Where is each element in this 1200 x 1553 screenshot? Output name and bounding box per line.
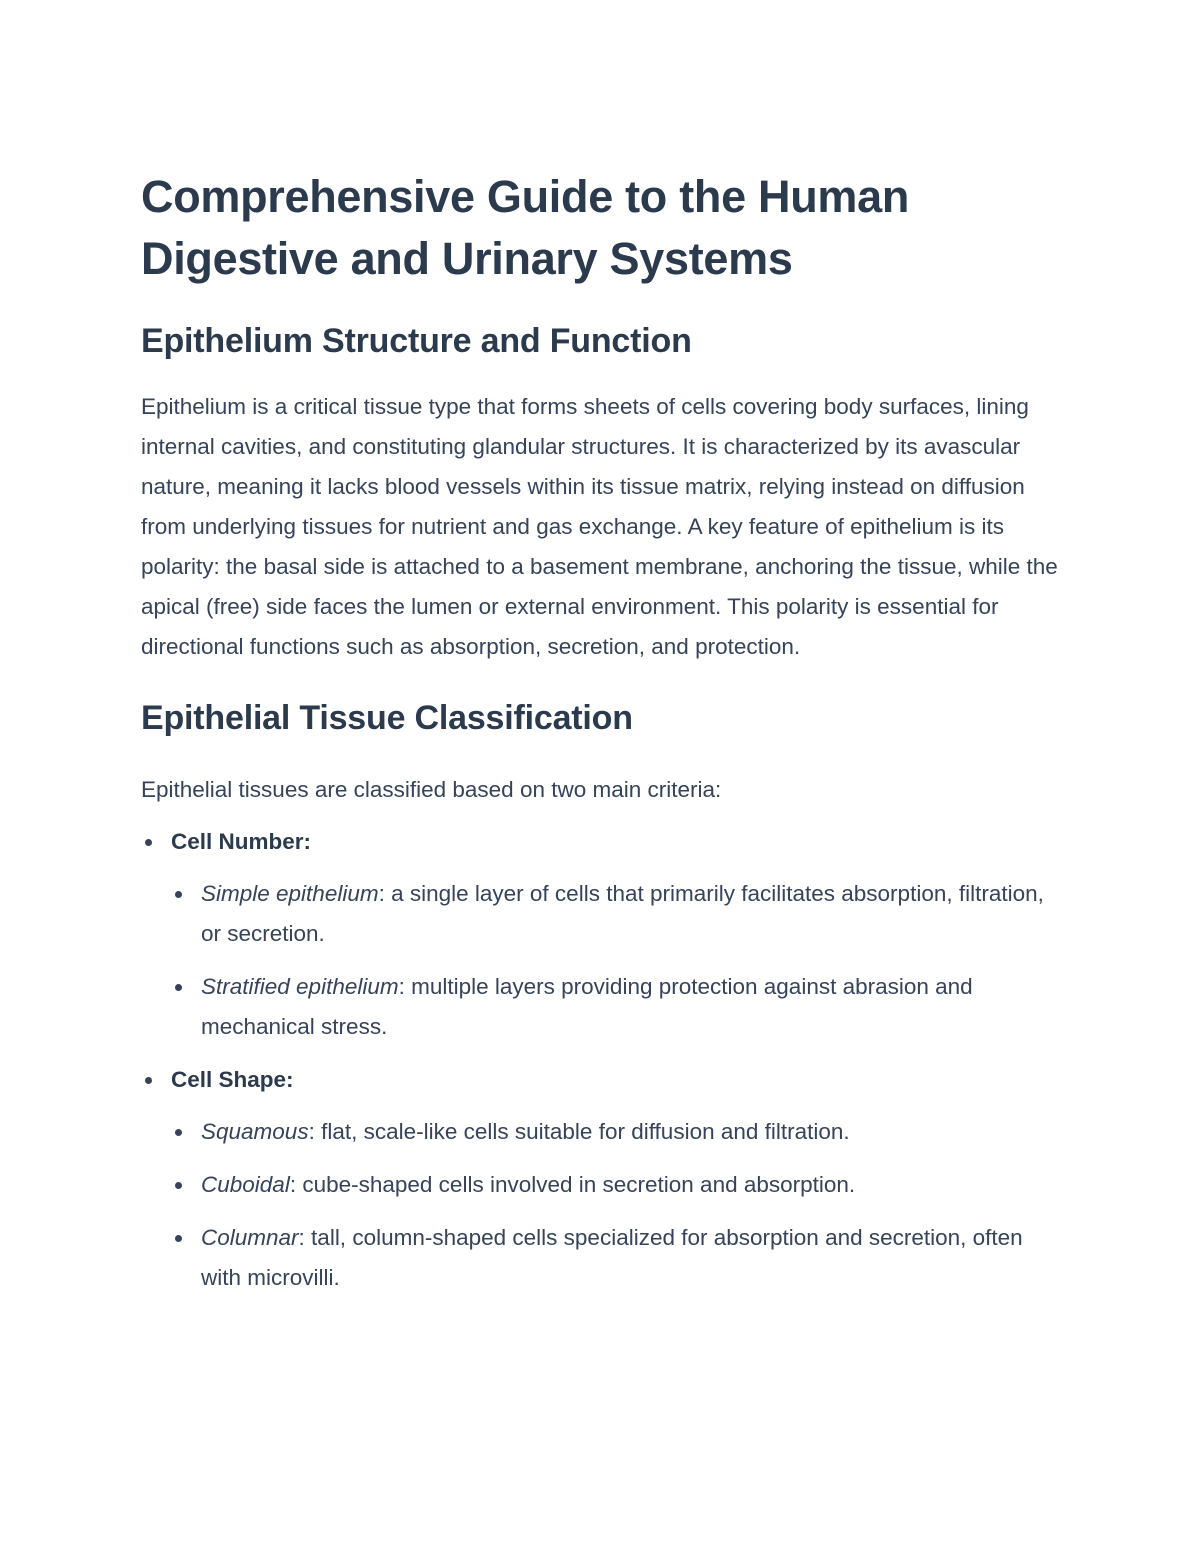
term: Simple epithelium bbox=[201, 881, 379, 906]
list-item-cell-number bbox=[141, 822, 1061, 1047]
criteria-label: Cell Shape: bbox=[171, 1067, 294, 1092]
definition: : a single layer of cells that primarily facilitates absorption, filtration, or secretion. bbox=[201, 881, 1044, 946]
bullet-icon bbox=[175, 1182, 182, 1189]
list-item bbox=[171, 874, 1061, 954]
document-page bbox=[141, 166, 1061, 1298]
section-paragraph-tissue-classification: Epithelial tissues are classified based on two main criteria: bbox=[141, 777, 722, 802]
bullet-icon bbox=[145, 839, 152, 846]
term: Stratified epithelium bbox=[201, 974, 399, 999]
bullet-icon bbox=[175, 1129, 182, 1136]
bullet-icon bbox=[175, 984, 182, 991]
list-item bbox=[171, 1165, 1061, 1205]
definition: : tall, column-shaped cells specialized for absorption and secretion, often with microvilli. bbox=[201, 1225, 1023, 1290]
sub-list-cell-number bbox=[171, 874, 1061, 1047]
document-title: Comprehensive Guide to the Human Digestive and Urinary Systems bbox=[141, 171, 910, 284]
term: Columnar bbox=[201, 1225, 299, 1250]
section-heading-epithelium-structure: Epithelium Structure and Function bbox=[141, 322, 692, 360]
definition: : flat, scale-like cells suitable for diffusion and filtration. bbox=[308, 1119, 850, 1144]
list-item bbox=[171, 1112, 1061, 1152]
term: Squamous bbox=[201, 1119, 309, 1144]
bullet-icon bbox=[145, 1077, 152, 1084]
list-item bbox=[171, 1218, 1061, 1298]
definition: : multiple layers providing protection against abrasion and mechanical stress. bbox=[201, 974, 973, 1039]
criteria-label: Cell Number: bbox=[171, 829, 312, 854]
sub-list-cell-shape bbox=[171, 1112, 1061, 1298]
bullet-icon bbox=[175, 891, 182, 898]
bullet-icon bbox=[175, 1235, 182, 1242]
list-item bbox=[171, 967, 1061, 1047]
criteria-list bbox=[141, 822, 1061, 1298]
definition: : cube-shaped cells involved in secretion and absorption. bbox=[289, 1172, 856, 1197]
section-heading-tissue-classification: Epithelial Tissue Classification bbox=[141, 699, 633, 737]
term: Cuboidal bbox=[201, 1172, 290, 1197]
section-paragraph-epithelium-structure: Epithelium is a critical tissue type that forms sheets of cells covering body surfaces, lining internal cavities, and constituting glandular structures. It is characterized by its avascular nature, meaning it lacks blood vessels within its tissue matrix, relying instead on diffusion from underlying tissues for nutrient and gas exchange. A key feature of epithelium is its polarity: the basal side is attached to a basement membrane, anchoring the tissue, while the apical (free) side faces the lumen or external environment. This polarity is essential for directional functions such as absorption, secretion, and protection. bbox=[141, 394, 1058, 659]
list-item-cell-shape bbox=[141, 1060, 1061, 1298]
